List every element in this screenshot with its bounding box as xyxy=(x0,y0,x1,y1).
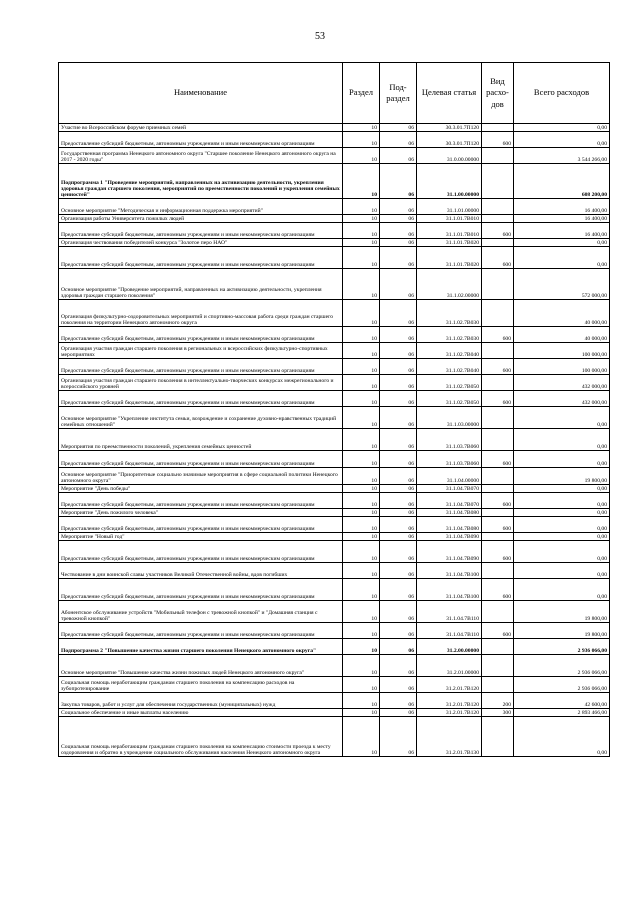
row-total: 2 936 066,00 xyxy=(514,677,610,693)
row-total: 0,00 xyxy=(514,541,610,563)
table-row xyxy=(59,239,610,247)
row-subsection: 06 xyxy=(380,148,417,164)
row-total: 0,00 xyxy=(514,493,610,509)
row-name: Подпрограмма 2 "Повышение качества жизни старшего поколения Ненецкого автономного округа" xyxy=(59,639,343,655)
row-total: 16 400,00 xyxy=(514,223,610,239)
row-name: Мероприятие "День победы" xyxy=(59,485,343,493)
row-name: Организация чествования победителей конкурса "Золотое перо НАО" xyxy=(59,239,343,247)
row-expense-kind: 600 xyxy=(482,517,514,533)
table-row xyxy=(59,493,610,509)
row-name: Мероприятие "День пожилого человека" xyxy=(59,509,343,517)
row-total: 3 544 266,00 xyxy=(514,148,610,164)
row-section: 10 xyxy=(343,693,380,709)
row-name: Подпрограмма 1 "Проведение мероприятий, направленных на активизацию деятельности, укрепления здоровья граждан старшего поколения, мероприятий по преемственности поколений и укрепления семейных ценностей" xyxy=(59,164,343,199)
row-total: 0,00 xyxy=(514,124,610,132)
row-section: 10 xyxy=(343,199,380,215)
row-subsection: 06 xyxy=(380,327,417,343)
row-expense-kind xyxy=(482,563,514,579)
row-expense-kind: 600 xyxy=(482,493,514,509)
row-subsection: 06 xyxy=(380,693,417,709)
table-row xyxy=(59,717,610,757)
row-subsection: 06 xyxy=(380,359,417,375)
table-row xyxy=(59,563,610,579)
row-target-article: 31.1.02.00000 xyxy=(417,269,482,300)
row-total: 42 600,00 xyxy=(514,693,610,709)
row-target-article: 31.1.01.7В020 xyxy=(417,247,482,269)
row-target-article: 30.3.01.7П120 xyxy=(417,132,482,148)
table-row xyxy=(59,269,610,300)
row-target-article: 31.1.03.00000 xyxy=(417,407,482,429)
row-total: 2 936 066,00 xyxy=(514,655,610,677)
header-expense-kind: Вид расхо-дов xyxy=(482,63,514,124)
table-row xyxy=(59,468,610,485)
row-name: Предоставление субсидий бюджетным, автономным учреждениям и иным некоммерческим организациям xyxy=(59,541,343,563)
row-name: Предоставление субсидий бюджетным, автономным учреждениям и иным некоммерческим организациям xyxy=(59,579,343,601)
row-subsection: 06 xyxy=(380,215,417,223)
row-section: 10 xyxy=(343,429,380,451)
table-row xyxy=(59,391,610,407)
table-row xyxy=(59,541,610,563)
row-subsection: 06 xyxy=(380,579,417,601)
row-target-article: 31.1.04.7В090 xyxy=(417,541,482,563)
row-expense-kind: 600 xyxy=(482,223,514,239)
row-name: Мероприятия по преемственности поколений, укрепления семейных ценностей xyxy=(59,429,343,451)
row-target-article: 31.1.02.7В050 xyxy=(417,375,482,391)
row-target-article: 31.1.04.7В080 xyxy=(417,509,482,517)
row-subsection: 06 xyxy=(380,468,417,485)
row-total: 0,00 xyxy=(514,239,610,247)
table-row xyxy=(59,485,610,493)
table-row xyxy=(59,300,610,327)
row-section: 10 xyxy=(343,541,380,563)
row-name: Предоставление субсидий бюджетным, автономным учреждениям и иным некоммерческим организациям xyxy=(59,247,343,269)
row-target-article: 31.2.00.00000 xyxy=(417,639,482,655)
row-target-article: 31.1.02.7В050 xyxy=(417,391,482,407)
row-section: 10 xyxy=(343,601,380,623)
row-section: 10 xyxy=(343,563,380,579)
row-name: Организация работы Университета пожилых людей xyxy=(59,215,343,223)
row-subsection: 06 xyxy=(380,269,417,300)
row-subsection: 06 xyxy=(380,451,417,468)
row-subsection: 06 xyxy=(380,300,417,327)
row-section: 10 xyxy=(343,677,380,693)
row-name: Социальная помощь неработающим гражданам старшего поколения на компенсацию расходов на зубопротезирование xyxy=(59,677,343,693)
row-total: 0,00 xyxy=(514,451,610,468)
row-section: 10 xyxy=(343,269,380,300)
row-section: 10 xyxy=(343,215,380,223)
table-row xyxy=(59,223,610,239)
row-target-article: 31.1.04.7В110 xyxy=(417,623,482,639)
row-name: Предоставление субсидий бюджетным, автономным учреждениям и иным некоммерческим организациям xyxy=(59,391,343,407)
row-target-article: 31.1.02.7В040 xyxy=(417,343,482,359)
table-row xyxy=(59,677,610,693)
table-row xyxy=(59,709,610,717)
row-subsection: 06 xyxy=(380,375,417,391)
row-target-article: 31.1.04.7В070 xyxy=(417,485,482,493)
row-expense-kind xyxy=(482,199,514,215)
table-row xyxy=(59,124,610,132)
row-target-article: 31.1.00.00000 xyxy=(417,164,482,199)
budget-table xyxy=(58,62,610,757)
row-target-article: 31.1.04.7В090 xyxy=(417,533,482,541)
row-subsection: 06 xyxy=(380,639,417,655)
row-subsection: 06 xyxy=(380,199,417,215)
row-subsection: 06 xyxy=(380,677,417,693)
row-subsection: 06 xyxy=(380,343,417,359)
row-total: 0,00 xyxy=(514,132,610,148)
row-name: Мероприятие "Новый год" xyxy=(59,533,343,541)
row-expense-kind xyxy=(482,601,514,623)
row-total: 0,00 xyxy=(514,485,610,493)
table-row xyxy=(59,327,610,343)
row-expense-kind: 600 xyxy=(482,327,514,343)
row-section: 10 xyxy=(343,407,380,429)
row-subsection: 06 xyxy=(380,223,417,239)
row-subsection: 06 xyxy=(380,709,417,717)
row-section: 10 xyxy=(343,327,380,343)
row-target-article: 31.2.01.7В130 xyxy=(417,717,482,757)
row-expense-kind xyxy=(482,485,514,493)
row-name: Основное мероприятие "Укрепление института семьи, возрождение и сохранение духовно-нравственных традиций семейных отношений" xyxy=(59,407,343,429)
row-name: Предоставление субсидий бюджетным, автономным учреждениям и иным некоммерческим организациям xyxy=(59,493,343,509)
row-total: 0,00 xyxy=(514,517,610,533)
row-expense-kind xyxy=(482,215,514,223)
row-name: Закупка товаров, работ и услуг для обеспечения государственных (муниципальных) нужд xyxy=(59,693,343,709)
row-section: 10 xyxy=(343,709,380,717)
row-name: Предоставление субсидий бюджетным, автономным учреждениям и иным некоммерческим организациям xyxy=(59,517,343,533)
row-subsection: 06 xyxy=(380,655,417,677)
row-name: Организация участия граждан старшего поколения в интеллектуально-творческих конкурсах межрегионального и всероссийского уровней xyxy=(59,375,343,391)
row-total: 432 000,00 xyxy=(514,375,610,391)
row-section: 10 xyxy=(343,132,380,148)
row-total: 0,00 xyxy=(514,563,610,579)
row-section: 10 xyxy=(343,148,380,164)
row-name: Предоставление субсидий бюджетным, автономным учреждениям и иным некоммерческим организациям xyxy=(59,327,343,343)
table-row xyxy=(59,517,610,533)
row-section: 10 xyxy=(343,623,380,639)
row-section: 10 xyxy=(343,717,380,757)
row-name: Предоставление субсидий бюджетным, автономным учреждениям и иным некоммерческим организациям xyxy=(59,132,343,148)
row-total: 16 400,00 xyxy=(514,215,610,223)
table-header-row xyxy=(59,63,610,124)
row-total: 40 000,00 xyxy=(514,327,610,343)
row-section: 10 xyxy=(343,239,380,247)
row-expense-kind xyxy=(482,269,514,300)
row-target-article: 31.1.02.7В030 xyxy=(417,327,482,343)
row-section: 10 xyxy=(343,300,380,327)
row-target-article: 31.1.04.7В100 xyxy=(417,579,482,601)
row-total: 19 800,00 xyxy=(514,601,610,623)
row-total: 608 200,00 xyxy=(514,164,610,199)
row-expense-kind xyxy=(482,343,514,359)
row-name: Организация физкультурно-оздоровительных мероприятий и спортивно-массовая работа среди граждан старшего поколения на территории Ненецкого автономного округа xyxy=(59,300,343,327)
row-expense-kind xyxy=(482,164,514,199)
row-subsection: 06 xyxy=(380,132,417,148)
row-target-article: 31.1.01.7В010 xyxy=(417,223,482,239)
row-subsection: 06 xyxy=(380,429,417,451)
row-section: 10 xyxy=(343,375,380,391)
table-row xyxy=(59,533,610,541)
row-expense-kind: 600 xyxy=(482,359,514,375)
row-name: Участие во Всероссийском форуме приемных семей xyxy=(59,124,343,132)
row-section: 10 xyxy=(343,451,380,468)
row-expense-kind: 600 xyxy=(482,579,514,601)
row-section: 10 xyxy=(343,164,380,199)
row-name: Предоставление субсидий бюджетным, автономным учреждениям и иным некоммерческим организациям xyxy=(59,359,343,375)
row-target-article: 31.0.00.00000 xyxy=(417,148,482,164)
table-row xyxy=(59,343,610,359)
row-expense-kind xyxy=(482,124,514,132)
row-target-article: 30.3.01.7П120 xyxy=(417,124,482,132)
row-expense-kind xyxy=(482,407,514,429)
row-expense-kind xyxy=(482,639,514,655)
row-total: 19 800,00 xyxy=(514,468,610,485)
table-row xyxy=(59,215,610,223)
row-total: 100 000,00 xyxy=(514,343,610,359)
row-subsection: 06 xyxy=(380,247,417,269)
header-subsection: Под-раздел xyxy=(380,63,417,124)
row-subsection: 06 xyxy=(380,533,417,541)
row-total: 0,00 xyxy=(514,579,610,601)
table-row xyxy=(59,623,610,639)
row-expense-kind: 300 xyxy=(482,709,514,717)
row-name: Социальная помощь неработающим гражданам старшего поколения на компенсацию стоимости проезда к месту оздоровления и обратно в учреждение социального обслуживания населения Ненецкого автономного округа xyxy=(59,717,343,757)
row-expense-kind: 600 xyxy=(482,623,514,639)
row-subsection: 06 xyxy=(380,563,417,579)
row-target-article: 31.1.01.7В010 xyxy=(417,215,482,223)
row-expense-kind: 600 xyxy=(482,541,514,563)
row-total: 0,00 xyxy=(514,429,610,451)
row-section: 10 xyxy=(343,509,380,517)
table-row xyxy=(59,693,610,709)
row-expense-kind xyxy=(482,148,514,164)
row-expense-kind xyxy=(482,717,514,757)
row-name: Основное мероприятие "Проведение мероприятий, направленных на активизацию деятельности, укрепления здоровья граждан старшего поколения" xyxy=(59,269,343,300)
row-target-article: 31.2.01.7В120 xyxy=(417,693,482,709)
header-total: Всего расходов xyxy=(514,63,610,124)
table-row xyxy=(59,407,610,429)
row-total: 2 893 466,00 xyxy=(514,709,610,717)
row-name: Основное мероприятие "Повышение качества жизни пожилых людей Ненецкого автономного округа" xyxy=(59,655,343,677)
row-total: 19 800,00 xyxy=(514,623,610,639)
row-subsection: 06 xyxy=(380,601,417,623)
row-subsection: 06 xyxy=(380,164,417,199)
row-target-article: 31.1.02.7В040 xyxy=(417,359,482,375)
row-target-article: 31.2.01.7В120 xyxy=(417,709,482,717)
row-section: 10 xyxy=(343,655,380,677)
row-target-article: 31.1.04.00000 xyxy=(417,468,482,485)
header-name: Наименование xyxy=(59,63,343,124)
row-section: 10 xyxy=(343,247,380,269)
table-row xyxy=(59,429,610,451)
row-target-article: 31.1.04.7В100 xyxy=(417,563,482,579)
row-expense-kind xyxy=(482,300,514,327)
row-expense-kind xyxy=(482,533,514,541)
row-name: Социальное обеспечение и иные выплаты населению xyxy=(59,709,343,717)
row-section: 10 xyxy=(343,639,380,655)
row-subsection: 06 xyxy=(380,239,417,247)
row-target-article: 31.1.02.7В030 xyxy=(417,300,482,327)
table-row xyxy=(59,132,610,148)
row-expense-kind xyxy=(482,655,514,677)
row-expense-kind xyxy=(482,375,514,391)
table-row xyxy=(59,579,610,601)
row-subsection: 06 xyxy=(380,391,417,407)
row-target-article: 31.2.01.00000 xyxy=(417,655,482,677)
row-target-article: 31.1.03.7В060 xyxy=(417,429,482,451)
row-name: Государственная программа Ненецкого автономного округа "Старшее поколение Ненецкого автономного округа на 2017 - 2020 годы" xyxy=(59,148,343,164)
row-expense-kind xyxy=(482,429,514,451)
row-total: 0,00 xyxy=(514,407,610,429)
row-subsection: 06 xyxy=(380,407,417,429)
row-subsection: 06 xyxy=(380,541,417,563)
table-row xyxy=(59,164,610,199)
table-row xyxy=(59,509,610,517)
row-name: Абонентское обслуживание устройств "Мобильный телефон с тревожной кнопкой" и "Домашняя станция с тревожной кнопкой" xyxy=(59,601,343,623)
row-total: 2 936 066,00 xyxy=(514,639,610,655)
row-expense-kind: 200 xyxy=(482,693,514,709)
row-section: 10 xyxy=(343,517,380,533)
table-row xyxy=(59,639,610,655)
row-subsection: 06 xyxy=(380,717,417,757)
table-row xyxy=(59,451,610,468)
row-subsection: 06 xyxy=(380,509,417,517)
row-total: 572 000,00 xyxy=(514,269,610,300)
row-subsection: 06 xyxy=(380,124,417,132)
row-total: 100 000,00 xyxy=(514,359,610,375)
row-subsection: 06 xyxy=(380,493,417,509)
table-row xyxy=(59,247,610,269)
table-body xyxy=(59,124,610,757)
row-subsection: 06 xyxy=(380,623,417,639)
table-row xyxy=(59,601,610,623)
row-section: 10 xyxy=(343,391,380,407)
table-row xyxy=(59,199,610,215)
row-name: Предоставление субсидий бюджетным, автономным учреждениям и иным некоммерческим организациям xyxy=(59,223,343,239)
header-section: Раздел xyxy=(343,63,380,124)
row-target-article: 31.1.01.7В020 xyxy=(417,239,482,247)
row-name: Чествование в дни воинской славы участников Великой Отечественной войны, вдов погибших xyxy=(59,563,343,579)
row-expense-kind xyxy=(482,239,514,247)
row-expense-kind xyxy=(482,468,514,485)
row-section: 10 xyxy=(343,493,380,509)
row-total: 432 000,00 xyxy=(514,391,610,407)
row-section: 10 xyxy=(343,533,380,541)
row-total: 16 400,00 xyxy=(514,199,610,215)
row-subsection: 06 xyxy=(380,485,417,493)
row-section: 10 xyxy=(343,579,380,601)
table-row xyxy=(59,148,610,164)
table-row xyxy=(59,375,610,391)
row-target-article: 31.1.04.7В070 xyxy=(417,493,482,509)
row-target-article: 31.1.01.00000 xyxy=(417,199,482,215)
row-expense-kind: 600 xyxy=(482,391,514,407)
row-subsection: 06 xyxy=(380,517,417,533)
row-target-article: 31.1.04.7В110 xyxy=(417,601,482,623)
row-expense-kind: 600 xyxy=(482,247,514,269)
row-target-article: 31.1.04.7В080 xyxy=(417,517,482,533)
row-total: 40 000,00 xyxy=(514,300,610,327)
row-section: 10 xyxy=(343,124,380,132)
row-section: 10 xyxy=(343,485,380,493)
row-expense-kind: 600 xyxy=(482,132,514,148)
row-name: Основное мероприятие "Методическая и информационная поддержка мероприятий" xyxy=(59,199,343,215)
row-name: Предоставление субсидий бюджетным, автономным учреждениям и иным некоммерческим организациям xyxy=(59,623,343,639)
row-target-article: 31.2.01.7В120 xyxy=(417,677,482,693)
row-section: 10 xyxy=(343,359,380,375)
row-total: 0,00 xyxy=(514,717,610,757)
row-section: 10 xyxy=(343,223,380,239)
row-section: 10 xyxy=(343,343,380,359)
row-total: 0,00 xyxy=(514,533,610,541)
row-total: 0,00 xyxy=(514,247,610,269)
table-row xyxy=(59,655,610,677)
row-expense-kind xyxy=(482,509,514,517)
row-name: Организация участия граждан старшего поколения в региональных и всероссийских физкультурно-спортивных мероприятиях xyxy=(59,343,343,359)
header-target-article: Целевая статья xyxy=(417,63,482,124)
table-row xyxy=(59,359,610,375)
row-expense-kind xyxy=(482,677,514,693)
row-name: Предоставление субсидий бюджетным, автономным учреждениям и иным некоммерческим организациям xyxy=(59,451,343,468)
row-expense-kind: 600 xyxy=(482,451,514,468)
row-name: Основное мероприятие "Приоритетные социально значимые мероприятия в сфере социальной политики Ненецкого автономного округа" xyxy=(59,468,343,485)
row-section: 10 xyxy=(343,468,380,485)
row-target-article: 31.1.03.7В060 xyxy=(417,451,482,468)
row-total: 0,00 xyxy=(514,509,610,517)
page-number: 53 xyxy=(315,31,325,42)
